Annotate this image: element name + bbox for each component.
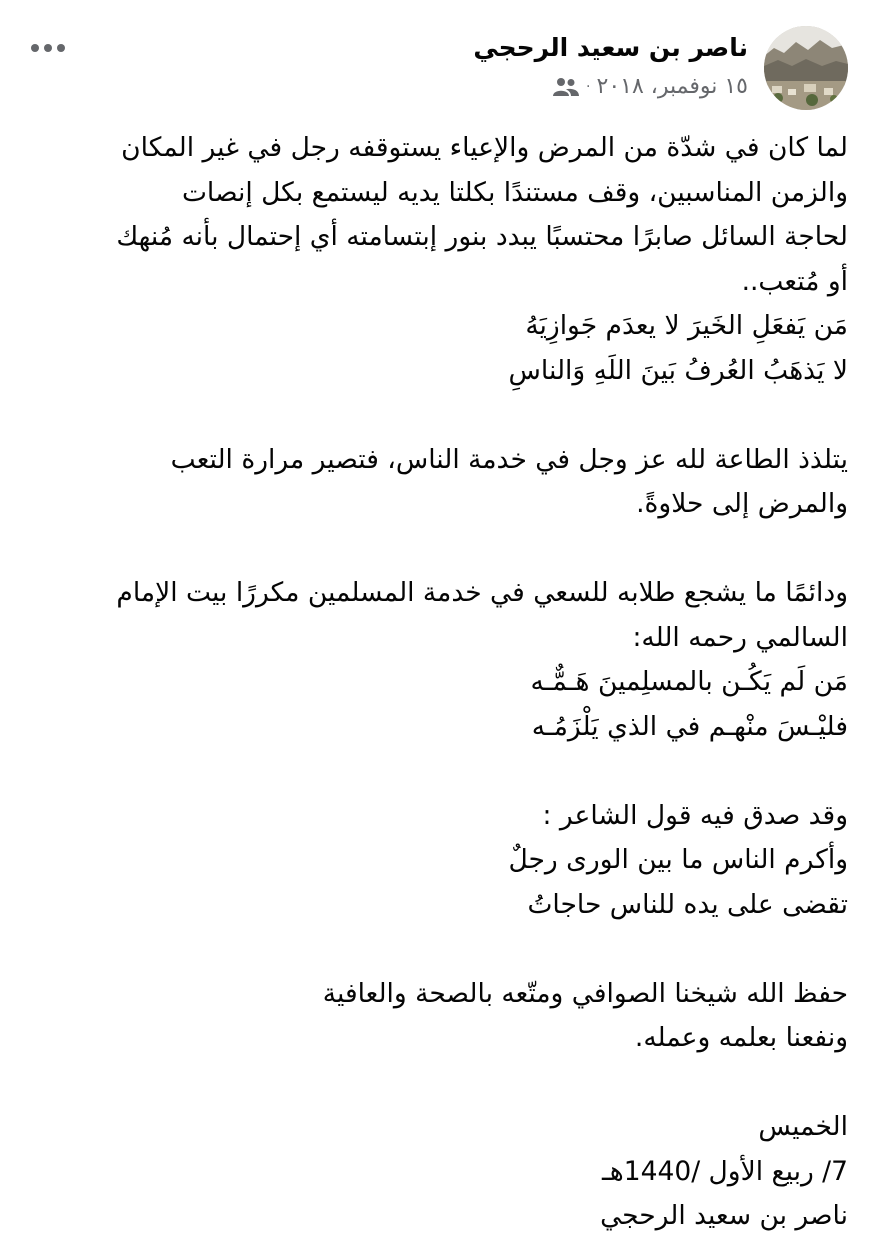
post-header: [26, 26, 848, 112]
author-block: [473, 30, 748, 99]
post-date[interactable]: ١٥ نوفمبر، ٢٠١٨: [596, 74, 748, 99]
post-body: [26, 126, 848, 1239]
paragraph-gap: [26, 1061, 848, 1106]
more-dot: [44, 44, 52, 52]
poem-line: لا يَذهَبُ العُرفُ بَينَ اللَهِ وَالناسِ: [508, 354, 848, 386]
poem-line: وأكرم الناس ما بين الورى رجلٌ: [508, 844, 848, 875]
post-text-line: السالمي رحمه الله:: [632, 621, 848, 653]
more-dot: [57, 44, 65, 52]
post-text-line: وقد صدق فيه قول الشاعر :: [542, 799, 848, 831]
poem-line: مَن لَم يَكُـن بالمسلِمينَ هَـمٌّـه: [530, 666, 848, 697]
author-avatar[interactable]: [764, 26, 848, 110]
post-meta: [473, 74, 748, 99]
post-text-line: لما كان في شدّة من المرض والإعياء يستوقفه رجل في غير المكان: [121, 132, 848, 163]
poem-line: فليْـسَ منْهـم في الذي يَلْزَمُـه: [531, 710, 848, 742]
paragraph-gap: [26, 393, 848, 438]
post-text-line: أو مُتعب..: [741, 265, 848, 297]
post-text-line: حفظ الله شيخنا الصوافي ومتّعه بالصحة والعافية: [322, 977, 848, 1009]
meta-separator: ·: [586, 78, 591, 95]
profile-photo-icon: [764, 26, 848, 110]
post-text-line: ونفعنا بعلمه وعمله.: [634, 1022, 848, 1053]
poem-line: مَن يَفعَلِ الخَيرَ لا يعدَم جَوازِيَهُ: [525, 310, 848, 341]
more-dot: [31, 44, 39, 52]
paragraph-gap: [26, 927, 848, 972]
friends-audience-icon[interactable]: [552, 77, 580, 97]
post-text-line: والزمن المناسبين، وقف مستندًا بكلتا يديه ليستمع بكل إنصات: [181, 176, 848, 208]
paragraph-gap: [26, 749, 848, 794]
signature-date: 7/ ربيع الأول /1440هـ: [601, 1155, 848, 1187]
poem-line: تقضى على يده للناس حاجاتُ: [527, 888, 848, 920]
more-options-icon[interactable]: [26, 36, 70, 60]
post-text-line: ودائمًا ما يشجع طلابه للسعي في خدمة المسلمين مكررًا بيت الإمام: [116, 577, 848, 608]
post-text-line: لحاجة السائل صابرًا محتسبًا يبدد بنور إبتسامته أي إحتمال بأنه مُنهك: [116, 221, 848, 252]
signature-name: ناصر بن سعيد الرحجي: [600, 1200, 848, 1231]
post-text-line: والمرض إلى حلاوةً.: [636, 488, 848, 519]
paragraph-gap: [26, 527, 848, 572]
post-text-line: يتلذذ الطاعة لله عز وجل في خدمة الناس، فتصير مرارة التعب: [170, 443, 848, 475]
signature-day: الخميس: [758, 1111, 848, 1142]
author-name[interactable]: ناصر بن سعيد الرحجي: [473, 33, 748, 62]
